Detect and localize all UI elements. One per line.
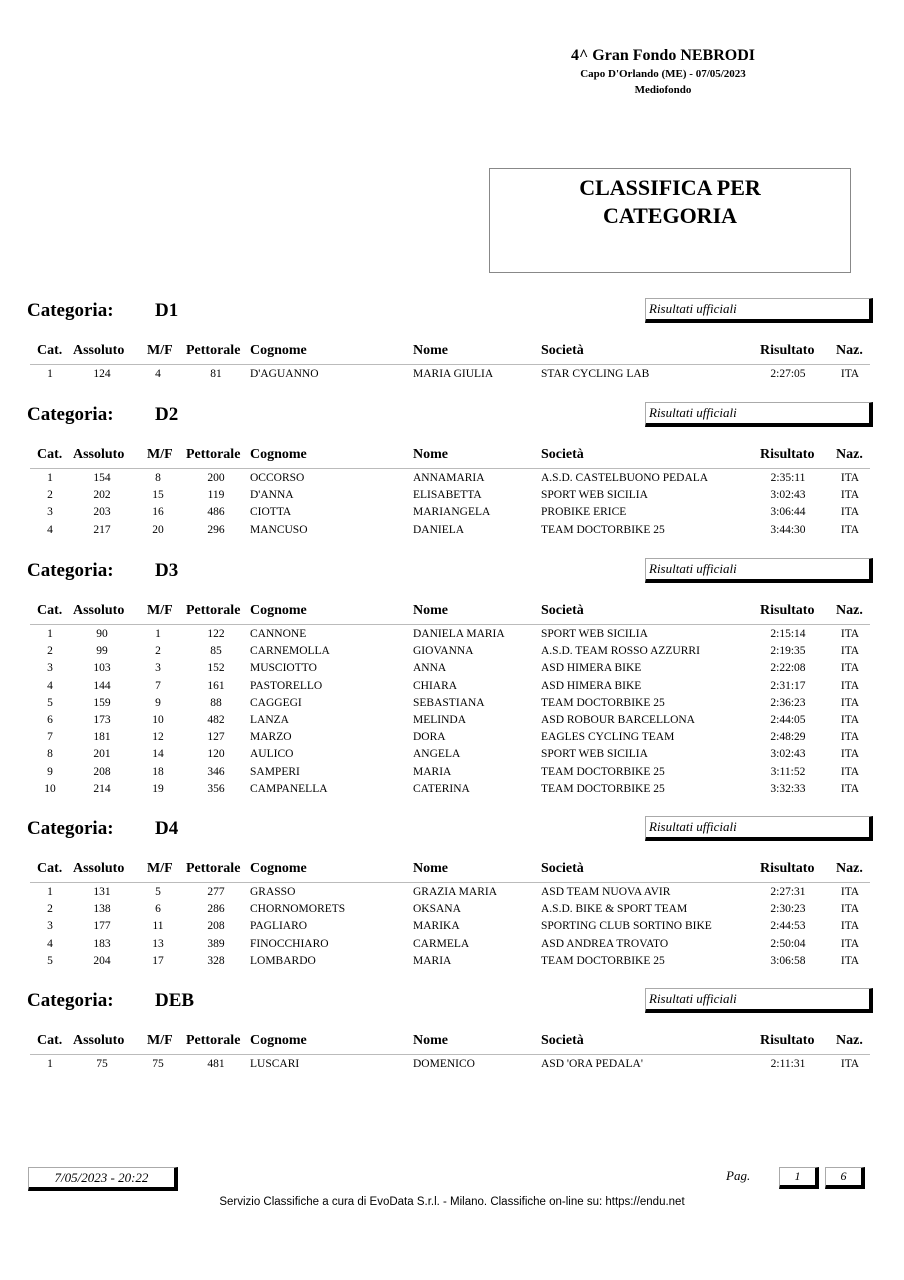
- cell-assoluto: 124: [93, 368, 111, 380]
- column-header-risultato: Risultato: [760, 343, 815, 358]
- cell-mf: 11: [152, 920, 164, 933]
- cell-naz: ITA: [840, 920, 860, 933]
- cell-societa: A.S.D. TEAM ROSSO AZZURRI: [541, 645, 700, 658]
- cell-societa: ASD HIMERA BIKE: [541, 679, 642, 692]
- cell-assoluto: 214: [93, 782, 111, 795]
- cell-mf: 10: [152, 713, 164, 726]
- event-header: [560, 46, 766, 98]
- cell-cognome: LUSCARI: [250, 1058, 300, 1070]
- column-header-risultato: Risultato: [760, 1033, 815, 1048]
- table-body: [0, 366, 904, 383]
- cell-societa: ASD HIMERA BIKE: [541, 662, 642, 675]
- column-header-mf: M/F: [147, 861, 173, 876]
- column-header-pettorale: Pettorale: [186, 861, 241, 876]
- cell-societa: EAGLES CYCLING TEAM: [541, 731, 675, 744]
- column-header-pettorale: Pettorale: [186, 343, 241, 358]
- cell-naz: ITA: [840, 696, 860, 709]
- total-pages: 6: [825, 1167, 865, 1189]
- cell-cognome: FINOCCHIARO: [250, 937, 329, 950]
- table-header: [0, 603, 904, 621]
- cell-pettorale: 81: [210, 368, 222, 380]
- table-row: [0, 712, 904, 729]
- cell-cat-rank: 1: [47, 472, 53, 484]
- cell-cognome: D'ANNA: [250, 489, 294, 502]
- cell-societa: SPORT WEB SICILIA: [541, 748, 648, 761]
- cell-cat-rank: 5: [47, 696, 53, 709]
- print-datetime: 7/05/2023 - 20:22: [28, 1167, 178, 1191]
- cell-risultato: 2:36:23: [770, 696, 806, 709]
- table-row: [0, 470, 904, 487]
- column-header-mf: M/F: [147, 603, 173, 618]
- cell-assoluto: 173: [93, 713, 111, 726]
- cell-societa: PROBIKE ERICE: [541, 506, 627, 519]
- official-results-box: Risultati ufficiali: [645, 558, 873, 583]
- cell-mf: 7: [155, 679, 161, 692]
- cell-societa: TEAM DOCTORBIKE 25: [541, 696, 665, 709]
- table-header: [0, 447, 904, 465]
- cell-risultato: 2:11:31: [770, 1058, 806, 1070]
- cell-assoluto: 103: [93, 662, 111, 675]
- cell-societa: A.S.D. BIKE & SPORT TEAM: [541, 903, 688, 916]
- cell-mf: 20: [152, 523, 164, 536]
- cell-assoluto: 204: [93, 954, 111, 967]
- cell-naz: ITA: [840, 628, 860, 640]
- column-header-cognome: Cognome: [250, 861, 307, 876]
- cell-pettorale: 152: [207, 662, 225, 675]
- cell-mf: 14: [152, 748, 164, 761]
- cell-pettorale: 328: [207, 954, 225, 967]
- cell-nome: MARIA: [413, 954, 452, 967]
- cell-naz: ITA: [840, 903, 860, 916]
- race-name: Mediofondo: [634, 84, 692, 96]
- header-divider: [30, 882, 870, 883]
- table-row: [0, 695, 904, 712]
- page-label: Pag.: [726, 1168, 751, 1183]
- cell-risultato: 2:50:04: [770, 937, 806, 950]
- cell-societa: SPORTING CLUB SORTINO BIKE: [541, 920, 712, 933]
- table-row: [0, 884, 904, 901]
- table-row: [0, 366, 904, 383]
- column-header-assoluto: Assoluto: [73, 861, 125, 876]
- cell-societa: ASD ROBOUR BARCELLONA: [541, 713, 695, 726]
- cell-cat-rank: 4: [47, 523, 53, 536]
- column-header-naz: Naz.: [836, 603, 863, 618]
- column-header-nome: Nome: [413, 603, 448, 618]
- cell-cat-rank: 1: [47, 1058, 53, 1070]
- cell-assoluto: 131: [93, 886, 111, 898]
- cell-cognome: LANZA: [250, 713, 289, 726]
- cell-assoluto: 181: [93, 731, 111, 744]
- cell-naz: ITA: [840, 1058, 860, 1070]
- column-header-nome: Nome: [413, 447, 448, 462]
- column-header-societa: Società: [541, 1033, 584, 1048]
- cell-cognome: CAMPANELLA: [250, 782, 328, 795]
- cell-cognome: SAMPERI: [250, 765, 300, 778]
- cell-naz: ITA: [840, 765, 860, 778]
- cell-cognome: PAGLIARO: [250, 920, 308, 933]
- official-results-box: Risultati ufficiali: [645, 988, 873, 1013]
- cell-naz: ITA: [840, 368, 860, 380]
- cell-cognome: OCCORSO: [250, 472, 305, 484]
- table-row: [0, 936, 904, 953]
- cell-naz: ITA: [840, 472, 860, 484]
- cell-mf: 1: [155, 628, 161, 640]
- column-header-nome: Nome: [413, 343, 448, 358]
- column-header-cat: Cat.: [37, 343, 63, 358]
- cell-nome: DOMENICO: [413, 1058, 475, 1070]
- cell-naz: ITA: [840, 886, 860, 898]
- cell-naz: ITA: [840, 489, 860, 502]
- cell-cat-rank: 4: [47, 679, 53, 692]
- column-header-cognome: Cognome: [250, 603, 307, 618]
- cell-nome: OKSANA: [413, 903, 461, 916]
- table-row: [0, 660, 904, 677]
- cell-nome: ANNA: [413, 662, 447, 675]
- cell-nome: MARIA GIULIA: [413, 368, 494, 380]
- cell-mf: 3: [155, 662, 161, 675]
- cell-nome: ANGELA: [413, 748, 461, 761]
- header-divider: [30, 468, 870, 469]
- cell-assoluto: 90: [96, 628, 108, 640]
- cell-assoluto: 99: [96, 645, 108, 658]
- report-title-box: [489, 168, 851, 273]
- column-header-risultato: Risultato: [760, 447, 815, 462]
- cell-nome: SEBASTIANA: [413, 696, 485, 709]
- column-header-cognome: Cognome: [250, 343, 307, 358]
- report-title-line2: CATEGORIA: [602, 203, 738, 228]
- column-header-cognome: Cognome: [250, 1033, 307, 1048]
- cell-pettorale: 486: [207, 506, 225, 519]
- cell-naz: ITA: [840, 937, 860, 950]
- column-header-mf: M/F: [147, 1033, 173, 1048]
- cell-cognome: CHORNOMORETS: [250, 903, 346, 916]
- cell-pettorale: 482: [207, 713, 225, 726]
- table-row: [0, 918, 904, 935]
- cell-societa: ASD ANDREA TROVATO: [541, 937, 669, 950]
- cell-assoluto: 159: [93, 696, 111, 709]
- cell-nome: CARMELA: [413, 937, 470, 950]
- table-body: [0, 1056, 904, 1073]
- column-header-mf: M/F: [147, 447, 173, 462]
- category-code: D1: [155, 300, 179, 321]
- cell-naz: ITA: [840, 748, 860, 761]
- cell-societa: STAR CYCLING LAB: [541, 368, 650, 380]
- cell-nome: CATERINA: [413, 782, 470, 795]
- cell-risultato: 2:35:11: [770, 472, 806, 484]
- column-header-societa: Società: [541, 447, 584, 462]
- cell-risultato: 2:44:05: [770, 713, 806, 726]
- column-header-nome: Nome: [413, 861, 448, 876]
- event-title: 4^ Gran Fondo NEBRODI: [571, 47, 755, 64]
- cell-mf: 19: [152, 782, 164, 795]
- column-header-pettorale: Pettorale: [186, 1033, 241, 1048]
- cell-cat-rank: 2: [47, 645, 53, 658]
- report-title-line1: CLASSIFICA PER: [579, 175, 761, 200]
- cell-pettorale: 277: [207, 886, 225, 898]
- cell-naz: ITA: [840, 645, 860, 658]
- cell-pettorale: 88: [210, 696, 222, 709]
- cell-mf: 75: [152, 1058, 164, 1070]
- cell-naz: ITA: [840, 662, 860, 675]
- cell-naz: ITA: [840, 954, 860, 967]
- table-header: [0, 861, 904, 879]
- official-results-box: Risultati ufficiali: [645, 402, 873, 427]
- cell-cat-rank: 4: [47, 937, 53, 950]
- table-header: [0, 1033, 904, 1051]
- column-header-mf: M/F: [147, 343, 173, 358]
- column-header-naz: Naz.: [836, 1033, 863, 1048]
- cell-pettorale: 481: [207, 1058, 225, 1070]
- cell-risultato: 2:44:53: [770, 920, 806, 933]
- event-location-date: Capo D'Orlando (ME) - 07/05/2023: [580, 68, 746, 80]
- cell-societa: TEAM DOCTORBIKE 25: [541, 523, 665, 536]
- cell-pettorale: 389: [207, 937, 225, 950]
- cell-assoluto: 217: [93, 523, 111, 536]
- column-header-cat: Cat.: [37, 861, 63, 876]
- column-header-societa: Società: [541, 861, 584, 876]
- cell-societa: ASD TEAM NUOVA AVIR: [541, 886, 671, 898]
- cell-cat-rank: 2: [47, 903, 53, 916]
- cell-cognome: MARZO: [250, 731, 292, 744]
- cell-cat-rank: 1: [47, 628, 53, 640]
- category-label: Categoria:: [27, 818, 114, 839]
- table-body: [0, 884, 904, 970]
- table-body: [0, 626, 904, 798]
- cell-assoluto: 183: [93, 937, 111, 950]
- cell-mf: 13: [152, 937, 164, 950]
- cell-risultato: 3:02:43: [770, 489, 806, 502]
- cell-pettorale: 346: [207, 765, 225, 778]
- cell-assoluto: 201: [93, 748, 111, 761]
- cell-societa: A.S.D. CASTELBUONO PEDALA: [541, 472, 709, 484]
- cell-assoluto: 177: [93, 920, 111, 933]
- column-header-naz: Naz.: [836, 343, 863, 358]
- table-header: [0, 343, 904, 361]
- cell-assoluto: 75: [96, 1058, 108, 1070]
- cell-mf: 2: [155, 645, 161, 658]
- cell-cat-rank: 2: [47, 489, 53, 502]
- cell-cat-rank: 5: [47, 954, 53, 967]
- column-header-nome: Nome: [413, 1033, 448, 1048]
- cell-assoluto: 208: [93, 765, 111, 778]
- column-header-cat: Cat.: [37, 603, 63, 618]
- column-header-pettorale: Pettorale: [186, 603, 241, 618]
- cell-cat-rank: 3: [47, 920, 53, 933]
- cell-cognome: MANCUSO: [250, 523, 308, 536]
- table-row: [0, 643, 904, 660]
- cell-cat-rank: 3: [47, 506, 53, 519]
- category-label: Categoria:: [27, 560, 114, 581]
- cell-risultato: 2:15:14: [770, 628, 806, 640]
- cell-risultato: 2:31:17: [770, 679, 806, 692]
- official-results-box: Risultati ufficiali: [645, 298, 873, 323]
- cell-pettorale: 200: [207, 472, 225, 484]
- cell-societa: ASD 'ORA PEDALA': [541, 1058, 643, 1070]
- column-header-assoluto: Assoluto: [73, 603, 125, 618]
- cell-assoluto: 202: [93, 489, 111, 502]
- cell-mf: 15: [152, 489, 164, 502]
- header-divider: [30, 1054, 870, 1055]
- cell-cat-rank: 7: [47, 731, 53, 744]
- cell-nome: MARIA: [413, 765, 452, 778]
- cell-societa: TEAM DOCTORBIKE 25: [541, 782, 665, 795]
- cell-risultato: 2:48:29: [770, 731, 806, 744]
- column-header-risultato: Risultato: [760, 861, 815, 876]
- cell-naz: ITA: [840, 713, 860, 726]
- column-header-assoluto: Assoluto: [73, 447, 125, 462]
- cell-risultato: 3:06:44: [770, 506, 806, 519]
- cell-cat-rank: 6: [47, 713, 53, 726]
- cell-pettorale: 120: [207, 748, 225, 761]
- cell-nome: MELINDA: [413, 713, 467, 726]
- category-label: Categoria:: [27, 404, 114, 425]
- header-divider: [30, 364, 870, 365]
- cell-pettorale: 286: [207, 903, 225, 916]
- cell-risultato: 2:22:08: [770, 662, 806, 675]
- cell-cat-rank: 8: [47, 748, 53, 761]
- cell-mf: 9: [155, 696, 161, 709]
- category-code: D2: [155, 404, 179, 425]
- cell-pettorale: 208: [207, 920, 225, 933]
- cell-nome: ELISABETTA: [413, 489, 482, 502]
- cell-mf: 5: [155, 886, 161, 898]
- cell-nome: GIOVANNA: [413, 645, 474, 658]
- table-row: [0, 487, 904, 504]
- cell-societa: TEAM DOCTORBIKE 25: [541, 954, 665, 967]
- cell-naz: ITA: [840, 523, 860, 536]
- cell-societa: SPORT WEB SICILIA: [541, 489, 648, 502]
- cell-pettorale: 356: [207, 782, 225, 795]
- cell-pettorale: 85: [210, 645, 222, 658]
- cell-pettorale: 161: [207, 679, 225, 692]
- cell-nome: CHIARA: [413, 679, 458, 692]
- cell-mf: 4: [155, 368, 161, 380]
- cell-mf: 8: [155, 472, 161, 484]
- cell-assoluto: 144: [93, 679, 111, 692]
- cell-nome: DANIELA MARIA: [413, 628, 505, 640]
- column-header-naz: Naz.: [836, 447, 863, 462]
- category-label: Categoria:: [27, 990, 114, 1011]
- column-header-societa: Società: [541, 603, 584, 618]
- table-row: [0, 1056, 904, 1073]
- cell-cognome: CANNONE: [250, 628, 307, 640]
- column-header-assoluto: Assoluto: [73, 343, 125, 358]
- column-header-cat: Cat.: [37, 447, 63, 462]
- cell-cat-rank: 3: [47, 662, 53, 675]
- cell-cat-rank: 1: [47, 368, 53, 380]
- cell-mf: 16: [152, 506, 164, 519]
- table-row: [0, 626, 904, 643]
- cell-cognome: AULICO: [250, 748, 294, 761]
- cell-pettorale: 122: [207, 628, 225, 640]
- cell-cognome: D'AGUANNO: [250, 368, 319, 380]
- cell-risultato: 3:06:58: [770, 954, 806, 967]
- table-row: [0, 729, 904, 746]
- cell-cognome: CIOTTA: [250, 506, 292, 519]
- cell-cat-rank: 10: [44, 782, 56, 795]
- cell-assoluto: 154: [93, 472, 111, 484]
- cell-cognome: CAGGEGI: [250, 696, 302, 709]
- table-row: [0, 953, 904, 970]
- cell-cognome: MUSCIOTTO: [250, 662, 317, 675]
- cell-pettorale: 296: [207, 523, 225, 536]
- table-row: [0, 746, 904, 763]
- cell-nome: DANIELA: [413, 523, 465, 536]
- cell-assoluto: 203: [93, 506, 111, 519]
- cell-risultato: 2:27:31: [770, 886, 806, 898]
- header-divider: [30, 624, 870, 625]
- cell-nome: DORA: [413, 731, 446, 744]
- cell-pettorale: 127: [207, 731, 225, 744]
- cell-cat-rank: 9: [47, 765, 53, 778]
- cell-risultato: 2:19:35: [770, 645, 806, 658]
- cell-mf: 6: [155, 903, 161, 916]
- table-row: [0, 901, 904, 918]
- cell-risultato: 3:02:43: [770, 748, 806, 761]
- cell-risultato: 3:44:30: [770, 523, 806, 536]
- cell-nome: ANNAMARIA: [413, 472, 485, 484]
- column-header-risultato: Risultato: [760, 603, 815, 618]
- category-label: Categoria:: [27, 300, 114, 321]
- cell-naz: ITA: [840, 679, 860, 692]
- cell-risultato: 2:30:23: [770, 903, 806, 916]
- table-body: [0, 470, 904, 539]
- table-row: [0, 504, 904, 521]
- table-row: [0, 678, 904, 695]
- cell-societa: SPORT WEB SICILIA: [541, 628, 648, 640]
- cell-risultato: 2:27:05: [770, 368, 806, 380]
- cell-societa: TEAM DOCTORBIKE 25: [541, 765, 665, 778]
- category-code: D3: [155, 560, 179, 581]
- column-header-cat: Cat.: [37, 1033, 63, 1048]
- column-header-naz: Naz.: [836, 861, 863, 876]
- column-header-assoluto: Assoluto: [73, 1033, 125, 1048]
- cell-nome: MARIANGELA: [413, 506, 491, 519]
- cell-risultato: 3:11:52: [770, 765, 806, 778]
- cell-mf: 18: [152, 765, 164, 778]
- cell-assoluto: 138: [93, 903, 111, 916]
- cell-naz: ITA: [840, 782, 860, 795]
- table-row: [0, 781, 904, 798]
- category-code: DEB: [155, 990, 195, 1011]
- cell-risultato: 3:32:33: [770, 782, 806, 795]
- column-header-cognome: Cognome: [250, 447, 307, 462]
- cell-naz: ITA: [840, 731, 860, 744]
- column-header-pettorale: Pettorale: [186, 447, 241, 462]
- cell-cognome: CARNEMOLLA: [250, 645, 330, 658]
- official-results-box: Risultati ufficiali: [645, 816, 873, 841]
- table-row: [0, 764, 904, 781]
- cell-cognome: PASTORELLO: [250, 679, 323, 692]
- cell-mf: 12: [152, 731, 164, 744]
- service-credit: Servizio Classifiche a cura di EvoData S.r.l. - Milano. Classifiche on-line su: https://endu.net: [219, 1196, 685, 1208]
- cell-pettorale: 119: [207, 489, 225, 502]
- category-code: D4: [155, 818, 179, 839]
- cell-mf: 17: [152, 954, 164, 967]
- cell-naz: ITA: [840, 506, 860, 519]
- cell-cognome: GRASSO: [250, 886, 296, 898]
- cell-nome: GRAZIA MARIA: [413, 886, 498, 898]
- cell-nome: MARIKA: [413, 920, 460, 933]
- table-row: [0, 522, 904, 539]
- current-page: 1: [779, 1167, 819, 1189]
- column-header-societa: Società: [541, 343, 584, 358]
- cell-cognome: LOMBARDO: [250, 954, 316, 967]
- cell-cat-rank: 1: [47, 886, 53, 898]
